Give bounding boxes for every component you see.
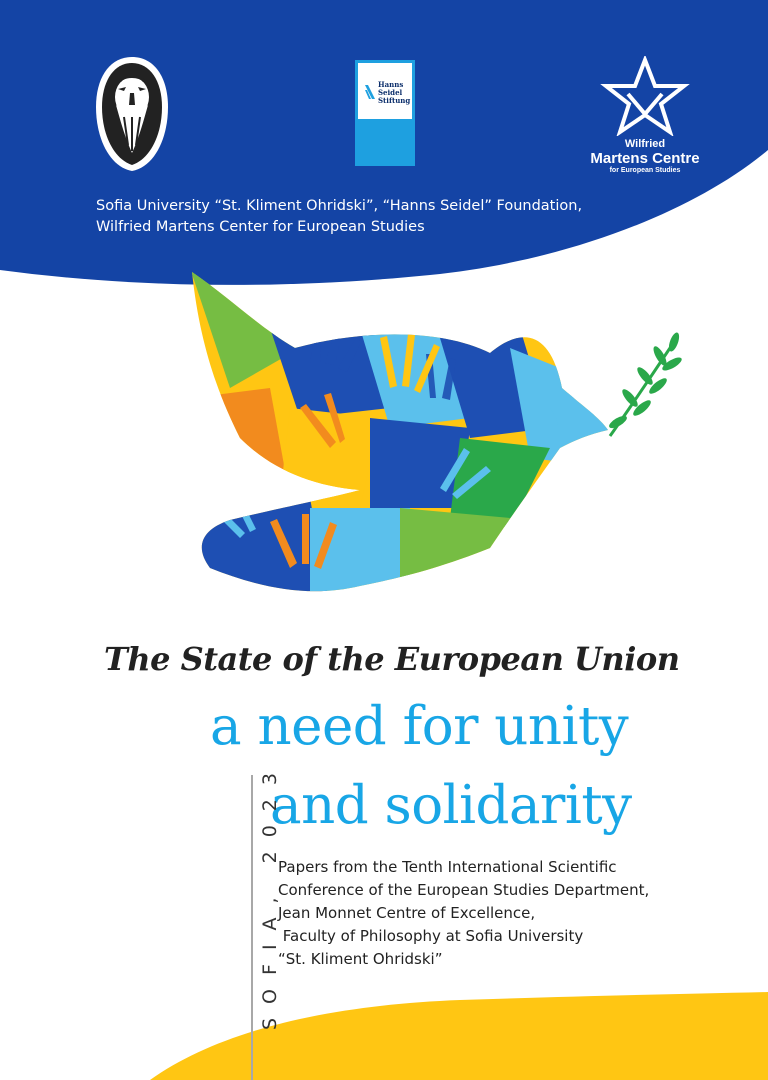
book-subtitle-line-2: and solidarity xyxy=(270,775,632,836)
olive-branch xyxy=(607,331,683,436)
hss-line-3: Stiftung xyxy=(378,96,411,105)
description-line-3: Jean Monnet Centre of Excellence, xyxy=(278,904,536,922)
publishers-text xyxy=(96,196,696,238)
description-line-2: Conference of the European Studies Department, xyxy=(278,881,650,899)
hss-mark-icon xyxy=(365,85,375,99)
hanns-seidel-stiftung-logo xyxy=(355,60,415,166)
hss-line-1: Hanns xyxy=(378,80,404,89)
description-line-4: Faculty of Philosophy at Sofia University xyxy=(278,927,584,945)
vertical-divider xyxy=(251,775,253,1080)
martens-logo-line-1: Wilfried xyxy=(624,138,666,150)
footer-yellow-wave xyxy=(150,992,768,1080)
publishers-line-1: Sofia University “St. Kliment Ohridski”, “Hanns Seidel” Foundation, xyxy=(96,198,583,214)
description-line-1: Papers from the Tenth International Scientific xyxy=(278,858,617,876)
martens-logo-line-2: Martens Centre xyxy=(590,150,700,167)
publishers-line-2: Wilfried Martens Center for European Studies xyxy=(96,219,425,235)
hss-logo-box xyxy=(355,60,415,122)
star-icon xyxy=(600,56,690,136)
dove-of-hands-icon xyxy=(190,268,690,608)
description-line-5: “St. Kliment Ohridski” xyxy=(278,950,443,968)
description xyxy=(278,856,748,971)
martens-centre-logo xyxy=(560,56,730,176)
place-year: SOFIA, 2023 xyxy=(259,759,281,1030)
st-kliment-ohridski-seal-icon xyxy=(94,55,170,173)
hss-line-2: Seidel xyxy=(378,88,403,97)
book-subtitle-line-1: a need for unity xyxy=(210,696,629,757)
martens-logo-line-3: for European Studies xyxy=(609,167,681,174)
book-title: The State of the European Union xyxy=(104,640,680,678)
sofia-university-logo xyxy=(94,55,170,173)
